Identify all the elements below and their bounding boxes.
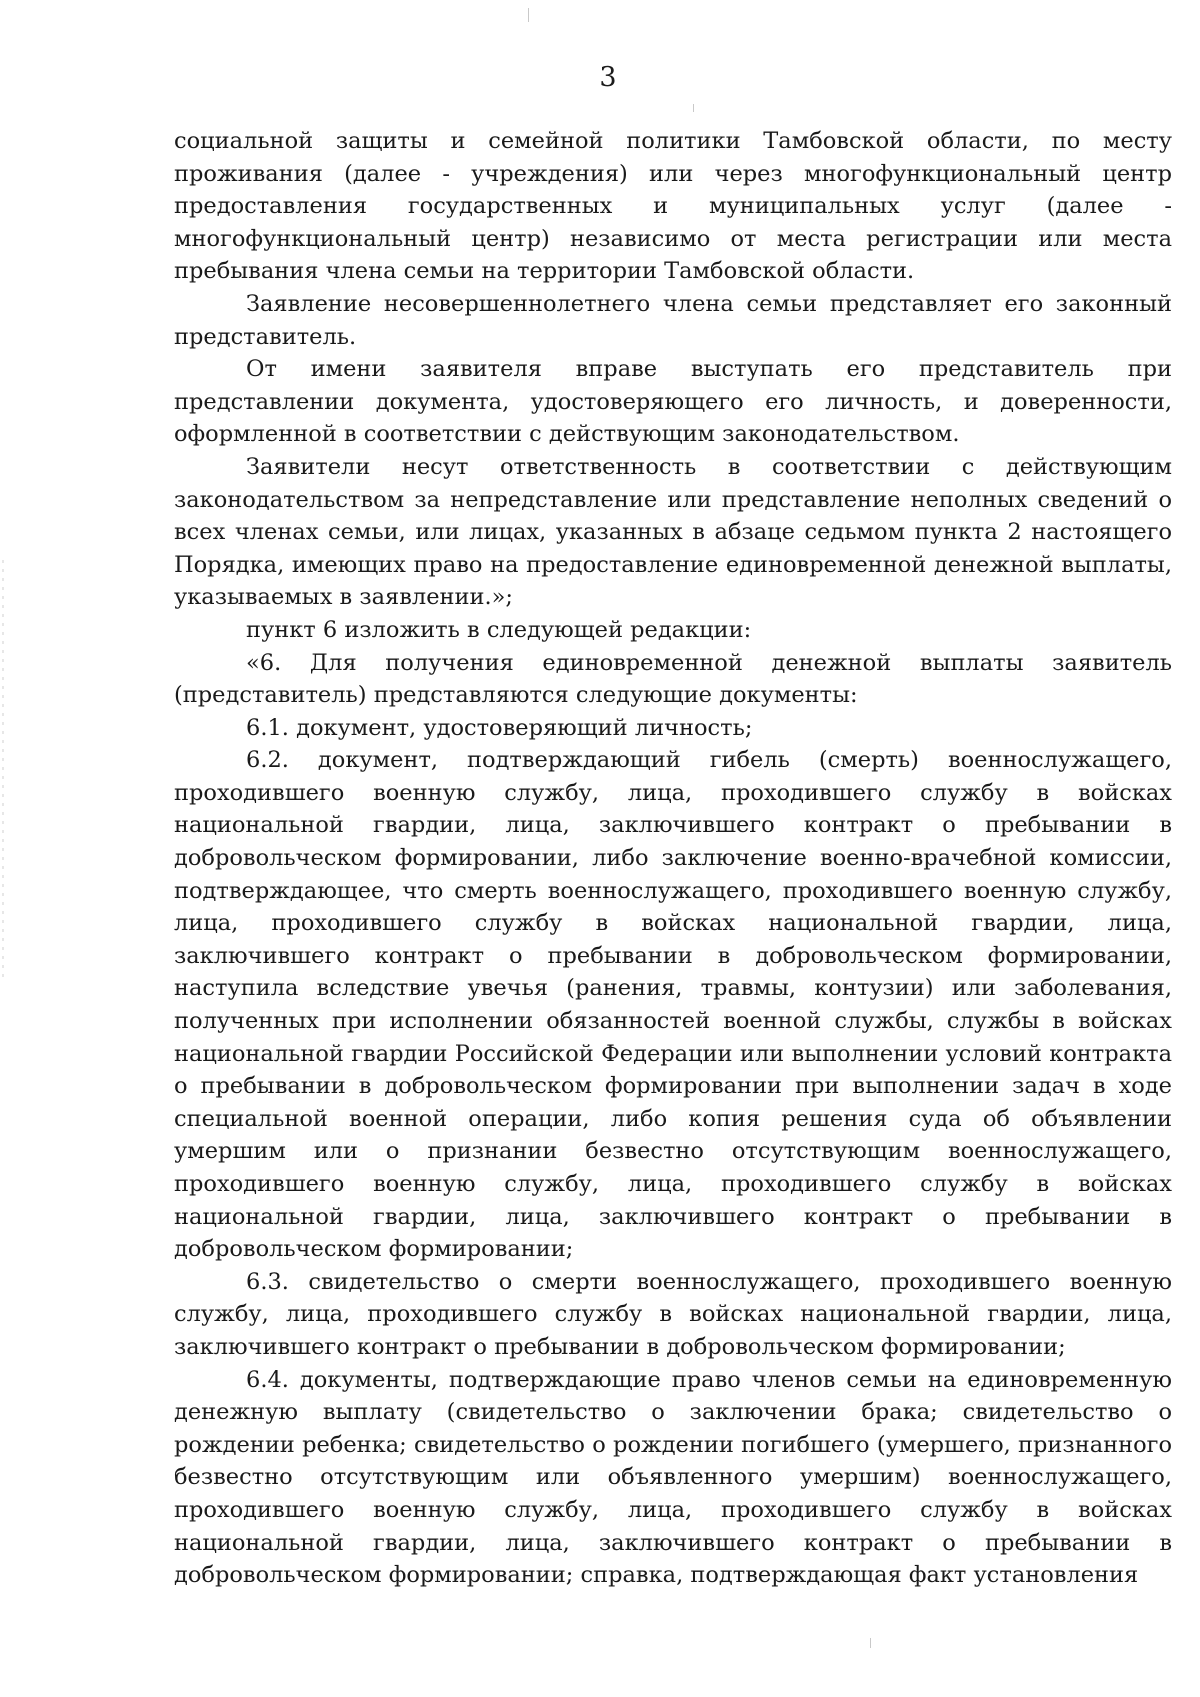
paragraph-responsibility: Заявители несут ответственность в соответствии с действующим законодательством за непредставление или представление неполных сведений о всех членах семьи, или лицах, указанных в абзаце седьмом пункта 2 настоящего Порядка, имеющих право на предоставление единовременной денежной выплаты, указываемых в заявлении.»;	[174, 453, 1172, 611]
paragraph-representative: От имени заявителя вправе выступать его представитель при представлении документа, удостоверяющего его личность, и доверенности, оформленной в соответствии с действующим законодательством.	[174, 356, 1172, 448]
paragraph-6-4: 6.4. документы, подтверждающие право членов семьи на единовременную денежную выплату (свидетельство о заключении брака; свидетельство о рождении ребенка; свидетельство о рождении погибшего (умершего, признанного безвестно отсутствующим или объявленного умершим) военнослужащего, проходившего военную службу, лица, проходившего службу в войсках национальной гвардии, лица, заключившего контракт о пребывании в добровольческом формировании; справка, подтверждающая факт установления	[174, 1366, 1172, 1589]
page-number: 3	[599, 62, 617, 93]
paragraph-continuation: социальной защиты и семейной политики Тамбовской области, по месту проживания (далее - учреждения) или через многофункциональный центр предоставления государственных и муниципальных услуг (далее - многофункциональный центр) независимо от места регистрации или места пребывания члена семьи на территории Тамбовской области.	[174, 128, 1172, 285]
document-body	[174, 125, 1172, 1592]
scan-speck	[693, 104, 694, 112]
paragraph-6-2: 6.2. документ, подтверждающий гибель (смерть) военнослужащего, проходившего военную службу, лица, проходившего службу в войсках национальной гвардии, лица, заключившего контракт о пребывании в добровольческом формировании, либо заключение военно-врачебной комиссии, подтверждающее, что смерть военнослужащего, проходившего военную службу, лица, проходившего службу в войсках национальной гвардии, лица, заключившего контракт о пребывании в добровольческом формировании, наступила вследствие увечья (ранения, травмы, контузии) или заболевания, полученных при исполнении обязанностей военной службы, службы в войсках национальной гвардии Российской Федерации или выполнении условий контракта о пребывании в добровольческом формировании при выполнении задач в ходе специальной военной операции, либо копия решения суда об объявлении умершим или о признании безвестно отсутствующим военнослужащего, проходившего военную службу, лица, проходившего службу в войсках национальной гвардии, лица, заключившего контракт о пребывании в добровольческом формировании;	[174, 747, 1172, 1263]
paragraph-point-6-intro: пункт 6 изложить в следующей редакции:	[246, 616, 752, 643]
paragraph-minor-applicant: Заявление несовершеннолетнего члена семьи представляет его законный представитель.	[174, 290, 1172, 350]
scan-speck	[528, 8, 529, 22]
scan-speck	[870, 1638, 871, 1648]
scan-edge-artifact	[2, 560, 4, 980]
paragraph-point-6: «6. Для получения единовременной денежной выплаты заявитель (представитель) представляются следующие документы:	[174, 649, 1172, 709]
paragraph-6-3: 6.3. свидетельство о смерти военнослужащего, проходившего военную службу, лица, проходившего службу в войсках национальной гвардии, лица, заключившего контракт о пребывании в добровольческом формировании;	[174, 1268, 1172, 1360]
paragraph-6-1: 6.1. документ, удостоверяющий личность;	[246, 714, 753, 741]
